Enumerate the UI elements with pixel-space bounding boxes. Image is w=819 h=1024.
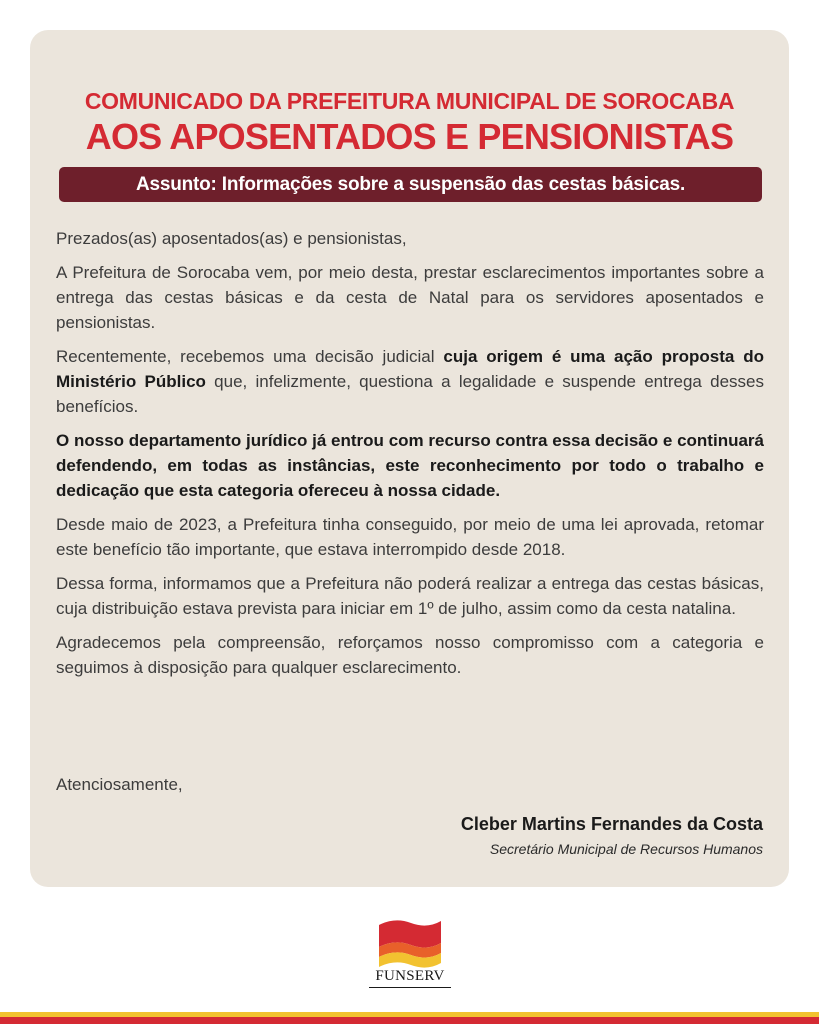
signature-role: Secretário Municipal de Recursos Humanos <box>489 841 763 857</box>
logo-underline <box>369 987 451 988</box>
paragraph-1: A Prefeitura de Sorocaba vem, por meio desta, prestar esclarecimentos importantes sobre a entrega das cestas básicas e da cesta de Natal para os servidores aposentados e pensionistas. <box>56 263 764 332</box>
signature-name: Cleber Martins Fernandes da Costa <box>460 814 763 834</box>
subject-bar: Assunto: Informações sobre a suspensão das cestas básicas. <box>59 167 762 202</box>
footer-stripe-red <box>0 1017 819 1024</box>
notice-card <box>30 30 789 887</box>
paragraph-5: Dessa forma, informamos que a Prefeitura não poderá realizar a entrega das cestas básicas, cuja distribuição estava prevista para iniciar em 1º de julho, assim como da cesta natalina. <box>56 574 764 618</box>
paragraph-2-end: que, infelizmente, questiona a legalidade e suspende entrega desses benefícios. <box>56 372 764 416</box>
greeting: Prezados(as) aposentados(as) e pensionistas, <box>56 229 407 248</box>
paragraph-2-bold: cuja origem é uma ação proposta do Ministério Público <box>56 347 765 391</box>
logo-text: FUNSERV <box>375 968 445 984</box>
header-line-2: AOS APOSENTADOS E PENSIONISTAS <box>85 116 734 157</box>
paragraph-2-start: Recentemente, recebemos uma decisão judicial <box>56 347 444 366</box>
paragraph-3: O nosso departamento jurídico já entrou com recurso contra essa decisão e continuará defendendo, em todas as instâncias, este reconhecimento por todo o trabalho e dedicação que esta categoria ofereceu à nossa cidade. <box>56 431 764 500</box>
closing: Atenciosamente, <box>56 775 183 794</box>
paragraph-4: Desde maio de 2023, a Prefeitura tinha conseguido, por meio de uma lei aprovada, retomar este benefício tão importante, que estava interrompido desde 2018. <box>56 515 764 559</box>
paragraph-6: Agradecemos pela compreensão, reforçamos nosso compromisso com a categoria e seguimos à disposição para qualquer esclarecimento. <box>56 633 764 677</box>
letter-body <box>56 226 764 689</box>
header-line-1: COMUNICADO DA PREFEITURA MUNICIPAL DE SOROCABA <box>84 88 735 114</box>
paragraph-2 <box>56 344 764 419</box>
